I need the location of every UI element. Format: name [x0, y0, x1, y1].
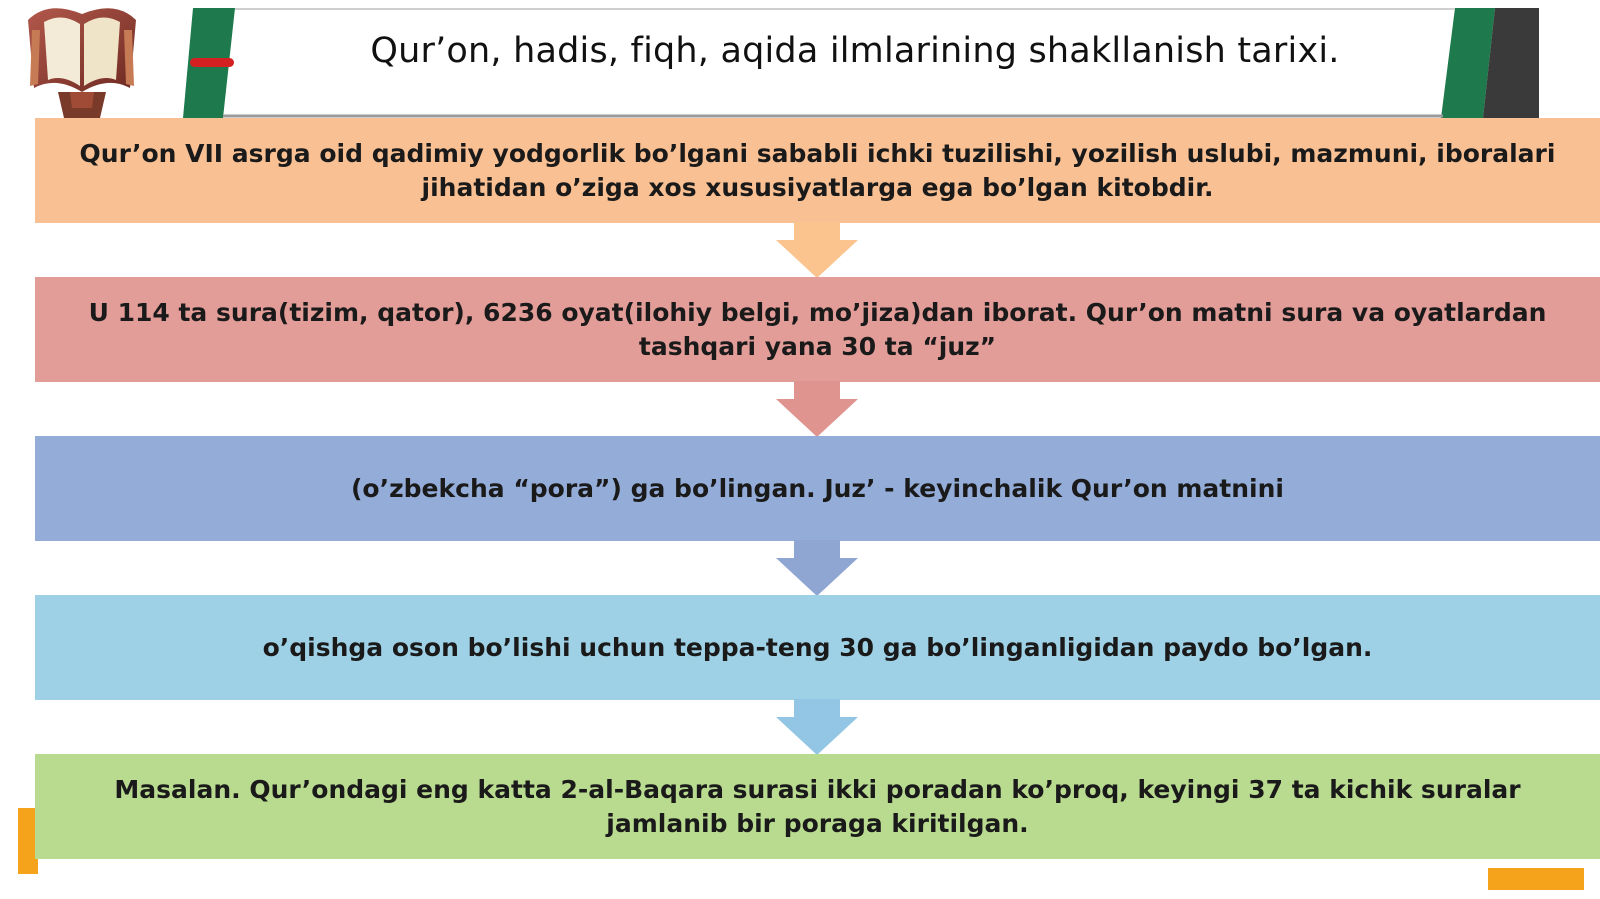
flow-step-2-text: U 114 ta sura(tizim, qator), 6236 oyat(ilohiy belgi, mo’jiza)dan iborat. Qur’on matni sura va oyatlardan tashqari yana 30 ta “juz”	[88, 297, 1547, 361]
page-title: Qur’on, hadis, fiqh, aqida ilmlarining shakllanish tarixi.	[370, 31, 1340, 71]
flow-step-4	[35, 595, 1600, 700]
flow-step-1	[35, 118, 1600, 223]
down-arrow-icon	[776, 540, 858, 596]
flow-step-5-text: Masalan. Qur’ondagi eng katta 2-al-Baqara surasi ikki poradan ko’proq, keyingi 37 ta kichik suralar jamlanib bir poraga kiritilgan.	[114, 774, 1521, 838]
down-arrow-icon	[776, 381, 858, 437]
down-arrow-icon	[776, 222, 858, 278]
flow-step-4-text: o’qishga oson bo’lishi uchun teppa-teng 30 ga bo’linganligidan paydo bo’lgan.	[262, 632, 1373, 662]
flow-step-3	[35, 436, 1600, 541]
flow-step-3-text: (o’zbekcha “pora”) ga bo’lingan. Juz’ - keyinchalik Qur’on matnini	[351, 473, 1284, 503]
flow-step-1-text: Qur’on VII asrga oid qadimiy yodgorlik bo’lgani sababli ichki tuzilishi, yozilish uslubi, mazmuni, iboralari jihatidan o’ziga xos xususiyatlarga ega bo’lgan kitobdir.	[79, 138, 1556, 202]
quran-book-icon	[18, 0, 146, 118]
next-slide-tab[interactable]	[1488, 868, 1584, 890]
flow-step-2	[35, 277, 1600, 382]
down-arrow-icon	[776, 699, 858, 755]
red-dash-marker	[190, 58, 234, 67]
flow-step-5	[35, 754, 1600, 859]
